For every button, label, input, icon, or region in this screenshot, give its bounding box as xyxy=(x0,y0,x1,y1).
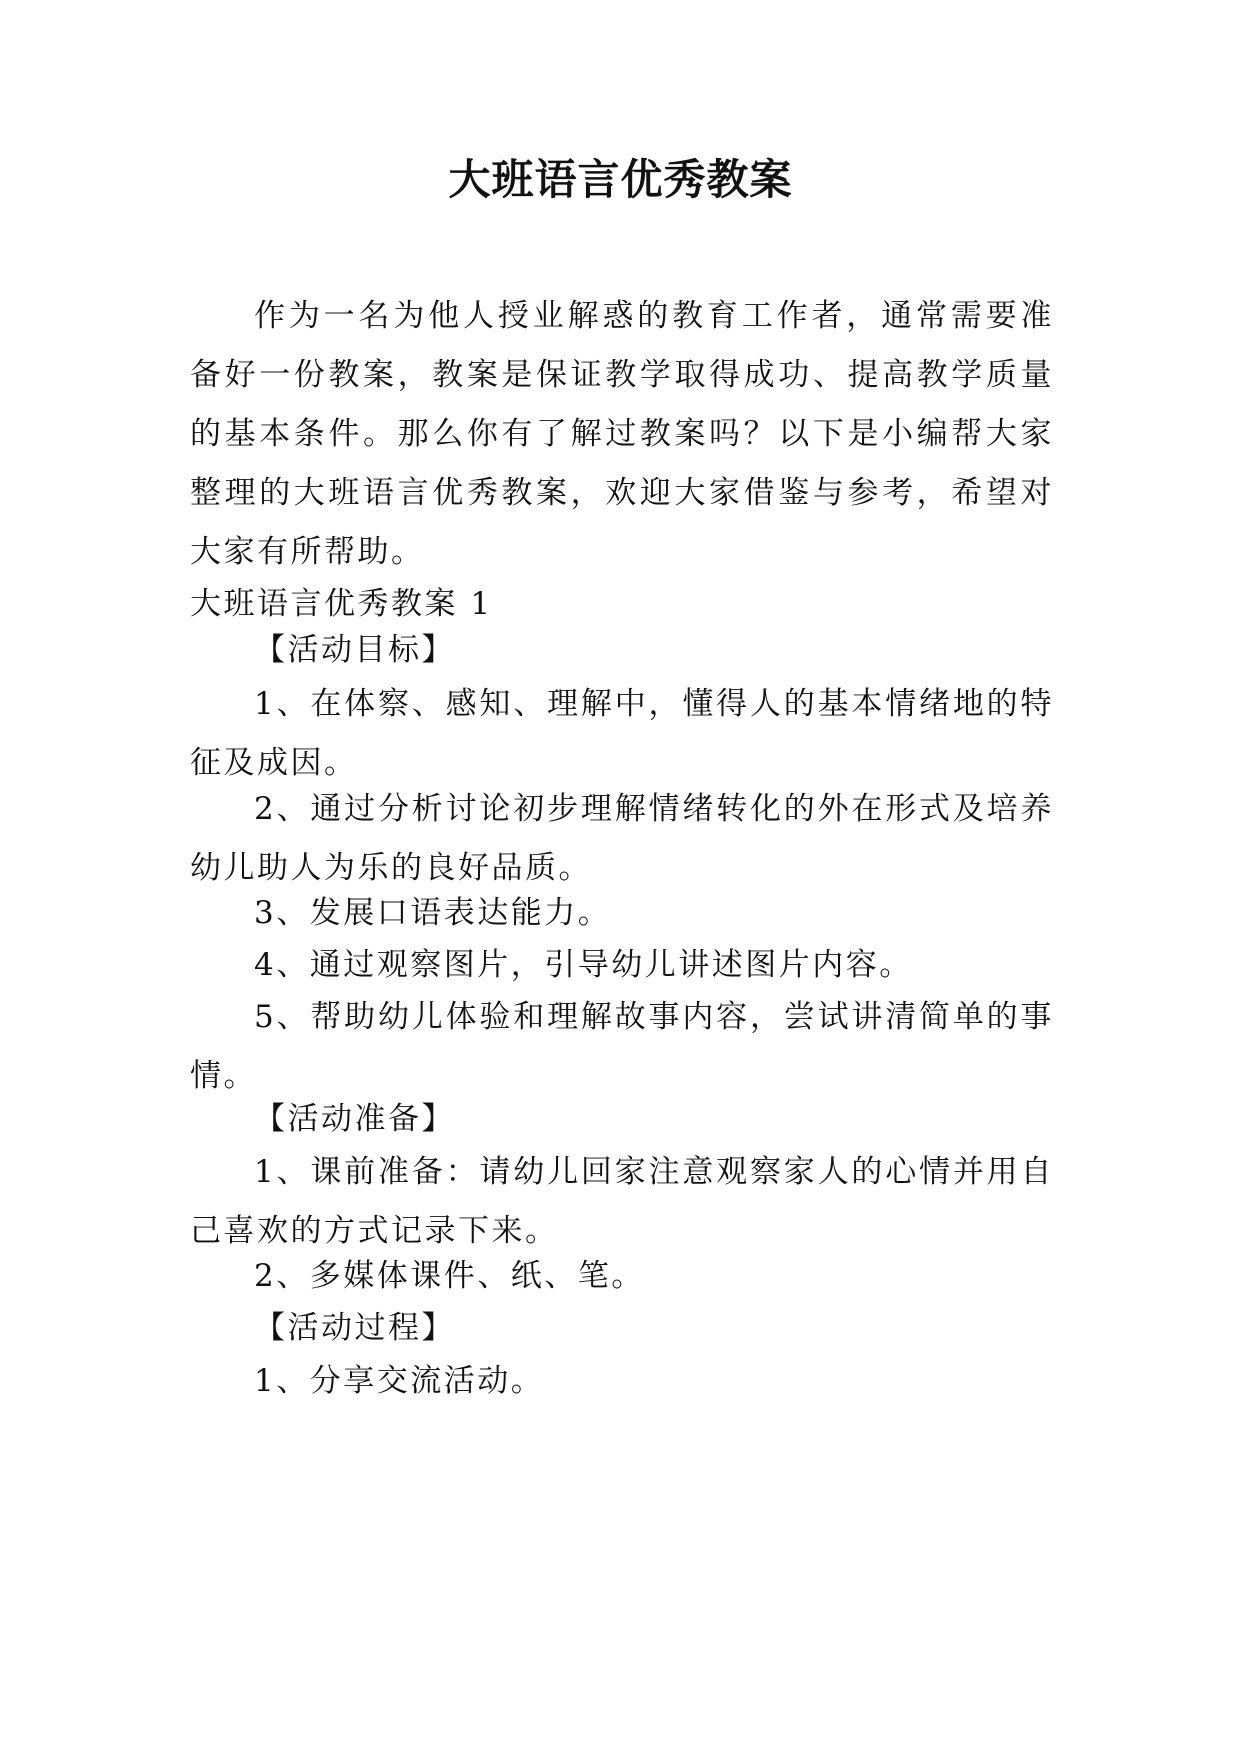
prep-item: 2、多媒体课件、纸、笔。 xyxy=(254,1258,645,1294)
goal-item: 4、通过观察图片，引导幼儿讲述图片内容。 xyxy=(254,947,913,983)
goal-item: 5、帮助幼儿体验和理解故事内容，尝试讲清简单的事情。 xyxy=(190,999,1054,1094)
goals-heading: 【活动目标】 xyxy=(254,632,455,668)
process-item: 1、分享交流活动。 xyxy=(254,1363,545,1399)
goal-item: 1、在体察、感知、理解中，懂得人的基本情绪地的特征及成因。 xyxy=(190,686,1054,781)
intro-paragraph: 作为一名为他人授业解惑的教育工作者，通常需要准备好一份教案，教案是保证教学取得成功、提高教学质量的基本条件。那么你有了解过教案吗？以下是小编帮大家整理的大班语言优秀教案，欢迎大家借鉴与参考，希望对大家有所帮助。 xyxy=(190,298,1054,570)
goal-item: 3、发展口语表达能力。 xyxy=(254,895,612,931)
document-title: 大班语言优秀教案 xyxy=(448,155,793,204)
prep-item: 1、课前准备：请幼儿回家注意观察家人的心情并用自己喜欢的方式记录下来。 xyxy=(190,1154,1054,1249)
goal-item: 2、通过分析讨论初步理解情绪转化的外在形式及培养幼儿助人为乐的良好品质。 xyxy=(190,791,1054,886)
section-heading: 大班语言优秀教案 1 xyxy=(190,586,493,622)
prep-heading: 【活动准备】 xyxy=(254,1101,455,1137)
process-heading: 【活动过程】 xyxy=(254,1310,455,1346)
